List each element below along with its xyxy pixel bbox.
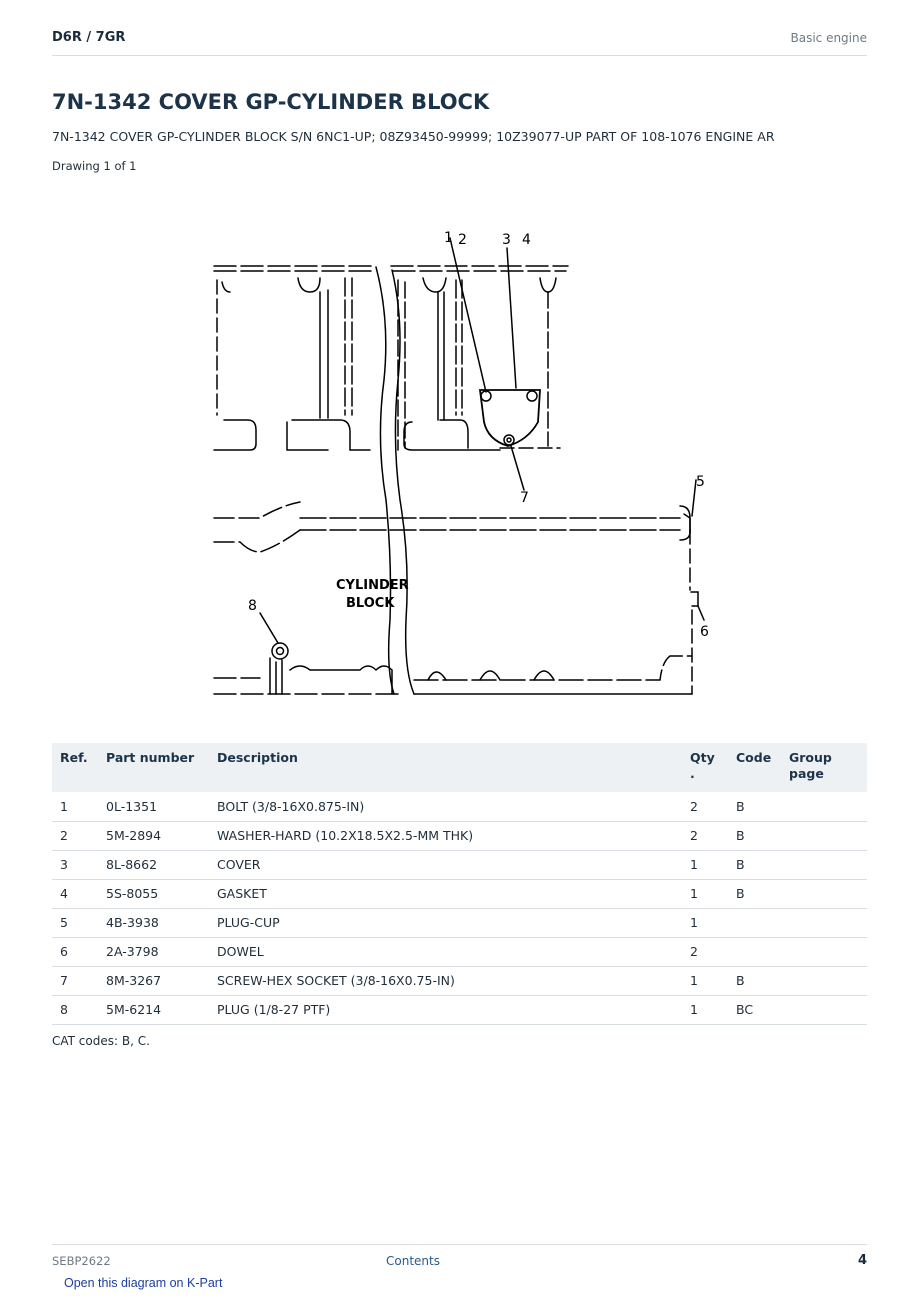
page-footer	[52, 1244, 867, 1274]
cell-group-page	[781, 850, 867, 879]
cell-part-number: 8L-8662	[98, 850, 209, 879]
cell-description: COVER	[209, 850, 682, 879]
callout-2: 2	[458, 232, 467, 248]
callout-8: 8	[248, 598, 257, 614]
cell-qty: 2	[682, 821, 728, 850]
col-header-group-page	[781, 743, 867, 792]
cell-description: SCREW-HEX SOCKET (3/8-16X0.75-IN)	[209, 966, 682, 995]
cell-group-page	[781, 908, 867, 937]
contents-link[interactable]: Contents	[386, 1254, 440, 1268]
block-label-line-2: BLOCK	[346, 596, 395, 611]
cell-description: PLUG (1/8-27 PTF)	[209, 995, 682, 1024]
cell-group-page	[781, 792, 867, 821]
col-header-part-number: Part number	[98, 743, 209, 792]
cell-qty: 2	[682, 792, 728, 821]
cell-group-page	[781, 937, 867, 966]
cell-code: BC	[728, 995, 781, 1024]
group-header-line-2: page	[789, 766, 824, 781]
cell-ref: 6	[52, 937, 98, 966]
col-header-qty	[682, 743, 728, 792]
group-header-line-1: Group	[789, 750, 832, 765]
cat-codes-note: CAT codes: B, C.	[52, 1034, 150, 1048]
callout-1: 1	[444, 230, 453, 246]
page-title: 7N-1342 COVER GP-CYLINDER BLOCK	[52, 90, 490, 114]
section-name: Basic engine	[790, 31, 867, 45]
cell-part-number: 5M-6214	[98, 995, 209, 1024]
cell-qty: 1	[682, 850, 728, 879]
callout-5: 5	[696, 474, 705, 490]
cell-code: B	[728, 966, 781, 995]
table-row	[52, 937, 867, 966]
cell-code: B	[728, 821, 781, 850]
cell-part-number: 0L-1351	[98, 792, 209, 821]
cell-ref: 5	[52, 908, 98, 937]
callout-6: 6	[700, 624, 709, 640]
cell-group-page	[781, 995, 867, 1024]
cell-description: PLUG-CUP	[209, 908, 682, 937]
table-row	[52, 908, 867, 937]
parts-diagram	[200, 200, 720, 710]
cell-ref: 3	[52, 850, 98, 879]
table-row	[52, 821, 867, 850]
cell-description: BOLT (3/8-16X0.875-IN)	[209, 792, 682, 821]
parts-table	[52, 743, 867, 1025]
cell-group-page	[781, 966, 867, 995]
cell-code	[728, 908, 781, 937]
drawing-counter: Drawing 1 of 1	[52, 159, 137, 173]
cell-code: B	[728, 850, 781, 879]
table-row	[52, 850, 867, 879]
cell-qty: 1	[682, 908, 728, 937]
machine-model: D6R / 7GR	[52, 30, 126, 45]
cell-code	[728, 937, 781, 966]
cell-part-number: 2A-3798	[98, 937, 209, 966]
col-header-description: Description	[209, 743, 682, 792]
cell-group-page	[781, 821, 867, 850]
cylinder-block-drawing	[200, 200, 720, 710]
cell-ref: 7	[52, 966, 98, 995]
cell-qty: 1	[682, 995, 728, 1024]
open-in-kpart-link[interactable]: Open this diagram on K-Part	[64, 1276, 223, 1290]
document-id: SEBP2622	[52, 1254, 111, 1268]
cell-description: WASHER-HARD (10.2X18.5X2.5-MM THK)	[209, 821, 682, 850]
page-number: 4	[857, 1253, 867, 1268]
cell-part-number: 8M-3267	[98, 966, 209, 995]
group-description: 7N-1342 COVER GP-CYLINDER BLOCK S/N 6NC1-UP; 08Z93450-99999; 10Z39077-UP PART OF 108-1076 ENGINE AR	[52, 129, 775, 144]
cell-qty: 2	[682, 937, 728, 966]
cell-qty: 1	[682, 966, 728, 995]
block-label-line-1: CYLINDER	[336, 578, 409, 593]
table-header-row	[52, 743, 867, 792]
cell-description: DOWEL	[209, 937, 682, 966]
cell-code: B	[728, 879, 781, 908]
table-row	[52, 792, 867, 821]
cell-ref: 8	[52, 995, 98, 1024]
cell-part-number: 5M-2894	[98, 821, 209, 850]
cell-part-number: 5S-8055	[98, 879, 209, 908]
cell-ref: 4	[52, 879, 98, 908]
table-row	[52, 966, 867, 995]
callout-3: 3	[502, 232, 511, 248]
cell-description: GASKET	[209, 879, 682, 908]
cell-code: B	[728, 792, 781, 821]
cell-ref: 1	[52, 792, 98, 821]
col-header-code: Code	[728, 743, 781, 792]
cell-group-page	[781, 879, 867, 908]
cell-ref: 2	[52, 821, 98, 850]
qty-header-line-1: Qty	[690, 750, 715, 765]
page-header	[52, 28, 867, 56]
callout-7: 7	[520, 490, 529, 506]
cell-qty: 1	[682, 879, 728, 908]
table-row	[52, 879, 867, 908]
table-row	[52, 995, 867, 1024]
callout-4: 4	[522, 232, 531, 248]
qty-header-line-2: .	[690, 766, 695, 781]
cell-part-number: 4B-3938	[98, 908, 209, 937]
col-header-ref: Ref.	[52, 743, 98, 792]
